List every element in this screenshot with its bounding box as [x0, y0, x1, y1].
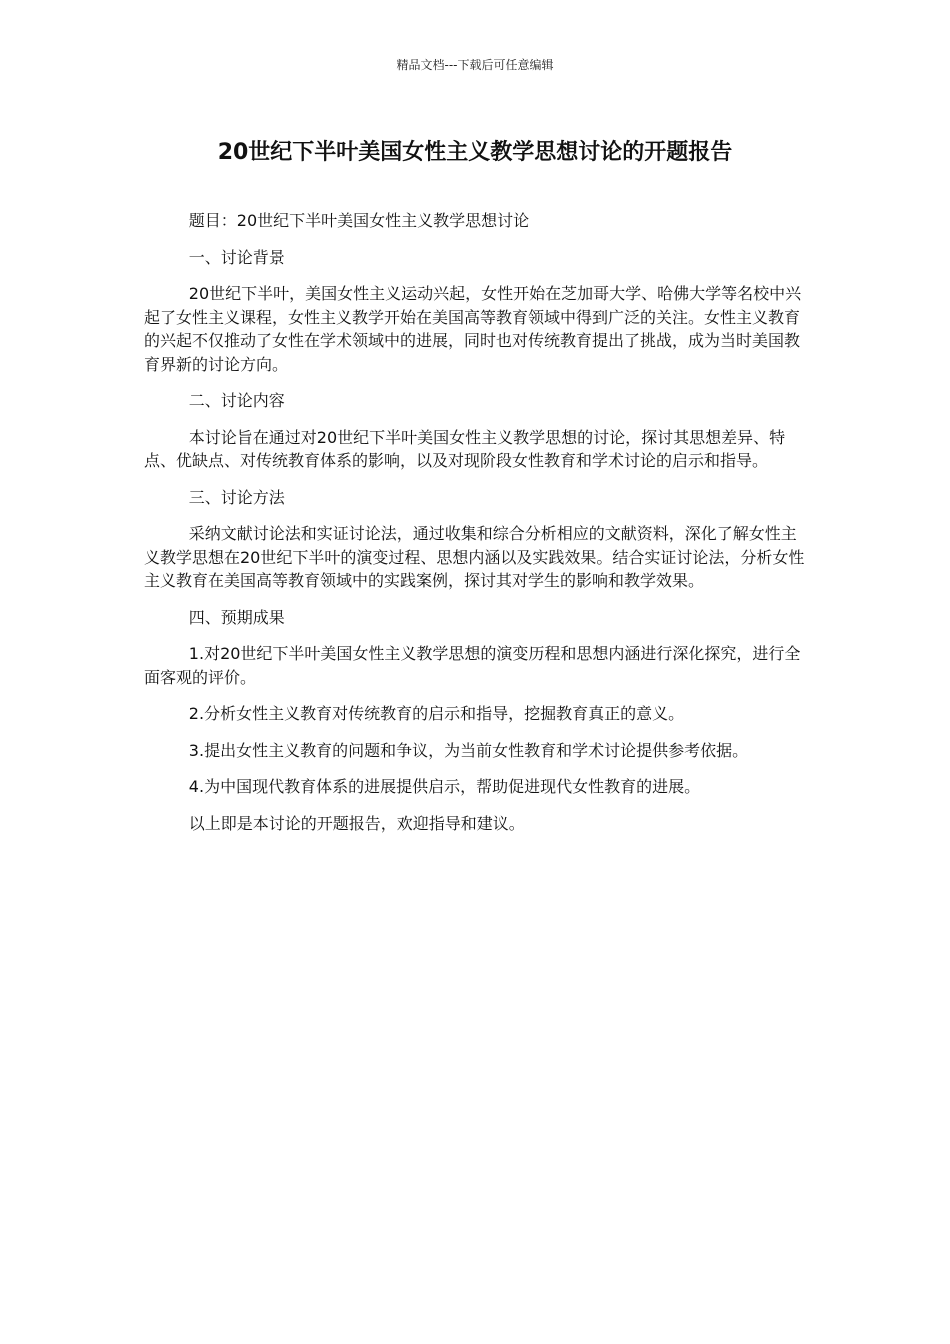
page-header-note: 精品文档---下载后可任意编辑: [396, 58, 554, 72]
content-paragraph: 本讨论旨在通过对20世纪下半叶美国女性主义教学思想的讨论，探讨其思想差异、特点、优缺点、对传统教育体系的影响，以及对现阶段女性教育和学术讨论的启示和指导。: [144, 427, 786, 470]
outcome-item-4: 4.为中国现代教育体系的进展提供启示，帮助促进现代女性教育的进展。: [188, 777, 701, 796]
topic-line: 题目：20世纪下半叶美国女性主义教学思想讨论: [188, 211, 530, 230]
document-title: 20世纪下半叶美国女性主义教学思想讨论的开题报告: [217, 140, 733, 165]
section-heading-method: 三、讨论方法: [188, 487, 285, 507]
document-body: [144, 209, 808, 848]
section-heading-background: 一、讨论背景: [188, 247, 285, 267]
outcome-item-2: 2.分析女性主义教育对传统教育的启示和指导，挖掘教育真正的意义。: [188, 704, 685, 723]
outcome-item-1: 1.对20世纪下半叶美国女性主义教学思想的演变历程和思想内涵进行深化探究，进行全面客观的评价。: [144, 644, 801, 687]
background-paragraph: 20世纪下半叶，美国女性主义运动兴起，女性开始在芝加哥大学、哈佛大学等名校中兴起了女性主义课程，女性主义教学开始在美国高等教育领域中得到广泛的关注。女性主义教育的兴起不仅推动了女性在学术领域中的进展，同时也对传统教育提出了挑战，成为当时美国教育界新的讨论方向。: [144, 284, 802, 374]
method-paragraph: 采纳文献讨论法和实证讨论法，通过收集和综合分析相应的文献资料，深化了解女性主义教学思想在20世纪下半叶的演变过程、思想内涵以及实践效果。结合实证讨论法，分析女性主义教育在美国高等教育领域中的实践案例，探讨其对学生的影响和教学效果。: [144, 524, 805, 590]
closing-paragraph: 以上即是本讨论的开题报告，欢迎指导和建议。: [188, 813, 525, 833]
section-heading-content: 二、讨论内容: [188, 391, 285, 410]
section-heading-outcomes: 四、预期成果: [188, 607, 285, 627]
outcome-item-3: 3.提出女性主义教育的问题和争议，为当前女性教育和学术讨论提供参考依据。: [188, 740, 749, 760]
